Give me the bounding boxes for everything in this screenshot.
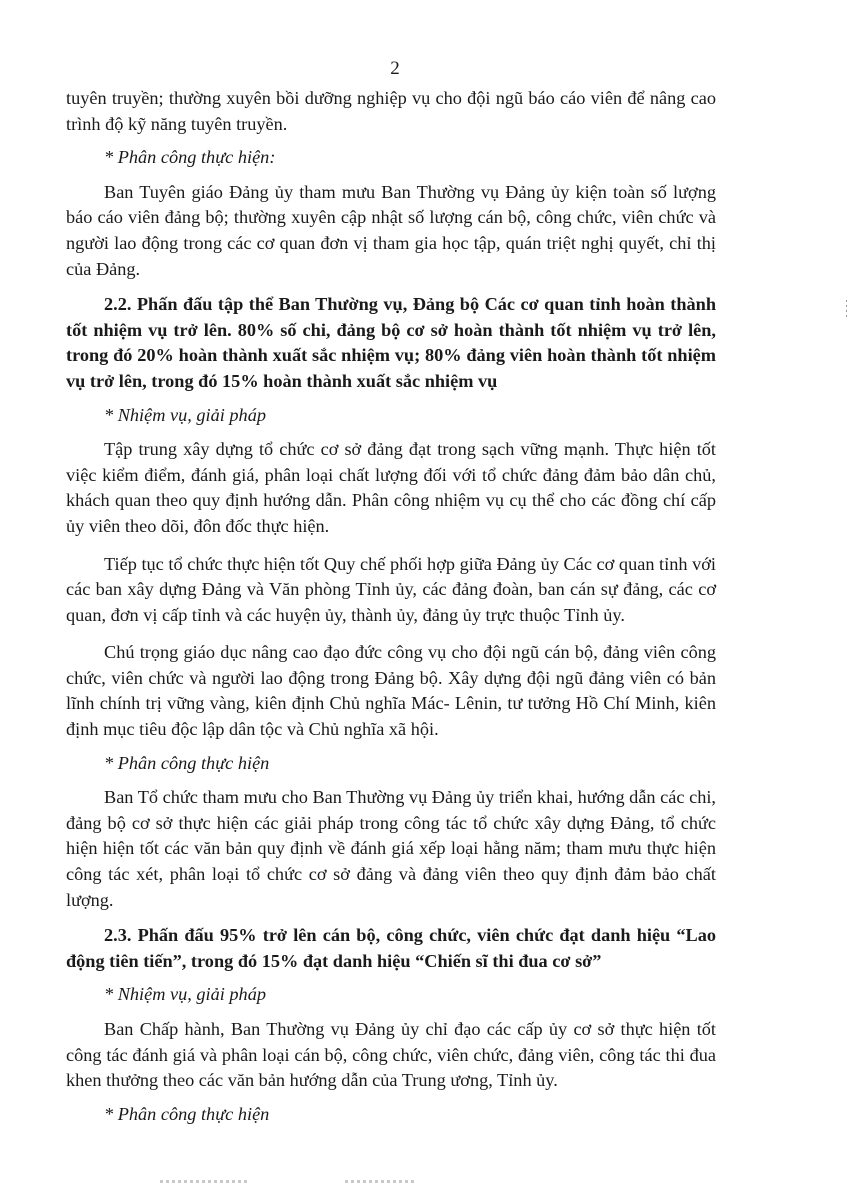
section-label-assignment: * Phân công thực hiện (104, 1103, 270, 1124)
paragraph-propaganda-assignment: Ban Tuyên giáo Đảng ủy tham mưu Ban Thường vụ Đảng ủy kiện toàn số lượng báo cáo viên đảng bộ; thường xuyên cập nhật số lượng cán bộ, công chức, viên chức và người lao động trong các cơ quan đơn vị tham gia học tập, quán triệt nghị quyết, chỉ thị của Đảng. (66, 181, 716, 279)
paragraph-continuation: tuyên truyền; thường xuyên bồi dưỡng nghiệp vụ cho đội ngũ báo cáo viên để nâng cao trình độ kỹ năng tuyên truyền. (66, 88, 716, 134)
paragraph-ethics-education: Chú trọng giáo dục nâng cao đạo đức công vụ cho đội ngũ cán bộ, đảng viên công chức, viên chức và người lao động trong Đảng bộ. Xây dựng đội ngũ đảng viên có bản lĩnh chính trị vững vàng, kiên định Chủ nghĩa Mác- Lênin, tư tưởng Hồ Chí Minh, kiên định mục tiêu độc lập dân tộc và Chủ nghĩa xã hội. (66, 642, 716, 740)
paragraph-party-building: Tập trung xây dựng tổ chức cơ sở đảng đạt trong sạch vững mạnh. Thực hiện tốt việc kiểm điểm, đánh giá, phân loại chất lượng đối với tổ chức đảng đảm bảo dân chủ, khách quan theo quy định hướng dẫn. Phân công nhiệm vụ cụ thể cho các đồng chí cấp ủy viên theo dõi, đôn đốc thực hiện. (66, 439, 716, 536)
scan-footer-smudge (160, 1180, 250, 1183)
page-number: 2 (390, 58, 400, 79)
section-label-tasks: * Nhiệm vụ, giải pháp (104, 404, 266, 425)
section-label-tasks: * Nhiệm vụ, giải pháp (104, 984, 266, 1005)
document-body (66, 86, 716, 1127)
scan-margin-mark (846, 300, 847, 318)
section-label-assignment: * Phân công thực hiện: (104, 147, 276, 168)
section-heading-2-3: 2.3. Phấn đấu 95% trở lên cán bộ, công chức, viên chức đạt danh hiệu “Lao động tiên tiến”, trong đó 15% đạt danh hiệu “Chiến sĩ thi đua cơ sở” (66, 925, 716, 971)
scan-footer-smudge (345, 1180, 415, 1183)
section-label-assignment: * Phân công thực hiện (104, 752, 270, 773)
section-heading-2-2: 2.2. Phấn đấu tập thể Ban Thường vụ, Đảng bộ Các cơ quan tỉnh hoàn thành tốt nhiệm vụ trở lên. 80% số chi, đảng bộ cơ sở hoàn thành tốt nhiệm vụ trở lên, trong đó 20% hoàn thành xuất sắc nhiệm vụ; 80% đảng viên hoàn thành tốt nhiệm vụ trở lên, trong đó 15% hoàn thành xuất sắc nhiệm vụ (66, 294, 716, 391)
paragraph-organization-assignment: Ban Tổ chức tham mưu cho Ban Thường vụ Đảng ủy triển khai, hướng dẫn các chi, đảng bộ cơ sở thực hiện các giải pháp trong công tác tổ chức xây dựng Đảng, tổ chức hiện hiện tốt các văn bản quy định về đánh giá xếp loại hằng năm; tham mưu thực hiện công tác xét, phân loại tổ chức cơ sở đảng và đảng viên theo quy định đảm bảo chất lượng. (66, 787, 716, 910)
paragraph-evaluation: Ban Chấp hành, Ban Thường vụ Đảng ủy chỉ đạo các cấp ủy cơ sở thực hiện tốt công tác đánh giá và phân loại cán bộ, công chức, viên chức, đảng viên, công tác thi đua khen thưởng theo các văn bản hướng dẫn của Trung ương, Tỉnh ủy. (66, 1019, 716, 1091)
paragraph-coordination: Tiếp tục tổ chức thực hiện tốt Quy chế phối hợp giữa Đảng ủy Các cơ quan tỉnh với các ban xây dựng Đảng và Văn phòng Tỉnh ủy, các đảng đoàn, ban cán sự đảng, các cơ quan, đơn vị cấp tỉnh và các huyện ủy, thành ủy, đảng ủy trực thuộc Tỉnh ủy. (66, 553, 716, 625)
